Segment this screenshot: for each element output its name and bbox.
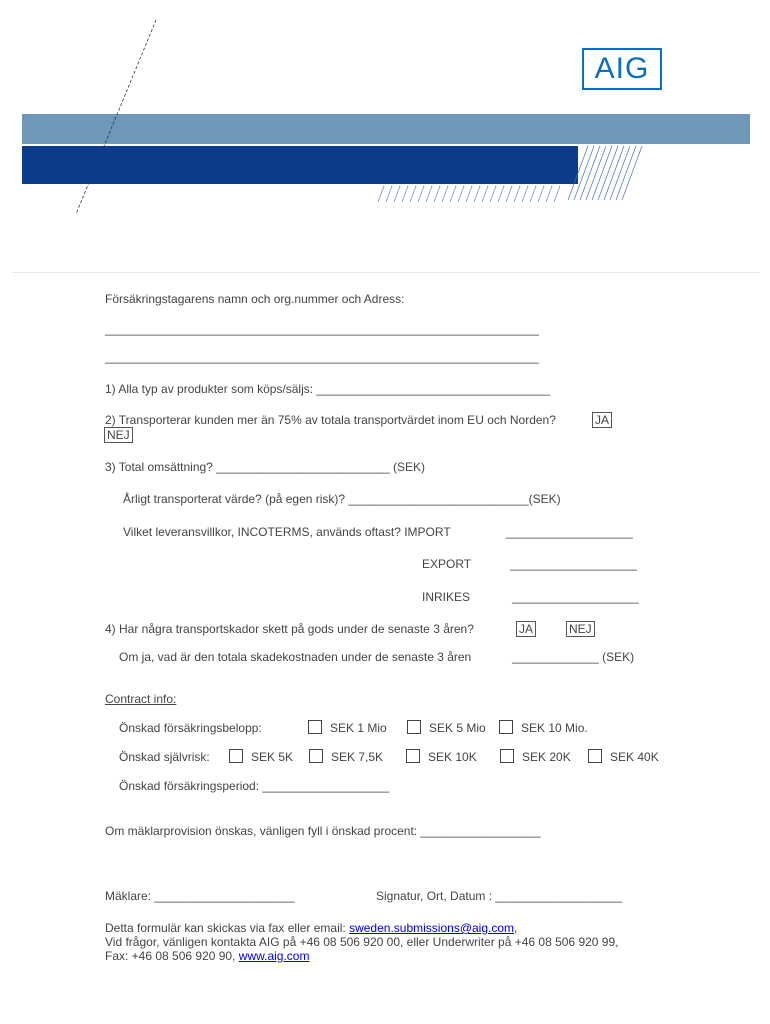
question-1: 1) Alla typ av produkter som köps/säljs: ___________________________________ [105,382,551,396]
deductible-40k-checkbox[interactable] [588,749,602,763]
amount-5mio-checkbox[interactable] [407,720,421,734]
q4-ja-option[interactable]: JA [516,621,536,637]
footer-line-3 [105,949,309,963]
footer-text: Fax: +46 08 506 920 90, [105,949,239,963]
footer-line-2: Vid frågor, vänligen kontakta AIG på +46 08 506 920 00, eller Underwriter på +46 08 506 920 99, [105,935,619,949]
question-2: 2) Transporterar kunden mer än 75% av totala transportvärdet inom EU och Norden? [105,413,556,427]
question-3a: Årligt transporterat värde? (på egen risk)? ___________________________(SEK) [123,492,561,506]
deductible-option-label: SEK 5K [251,750,294,764]
broker-label: Mäklare: _____________________ [105,889,295,903]
deductible-option-label: SEK 10K [428,750,477,764]
broker-commission-label: Om mäklarprovision önskas, vänligen fyll i önskad procent: __________________ [105,824,541,838]
footer-line-1 [105,921,517,935]
blank-line: _________________________________________________________________ [105,322,539,336]
email-link[interactable]: sweden.submissions@aig.com [349,921,515,935]
deductible-10k-checkbox[interactable] [406,749,420,763]
q4-nej-option[interactable]: NEJ [566,621,595,637]
insurance-amount-label: Önskad försäkringsbelopp: [119,721,262,735]
deductible-7-5k-checkbox[interactable] [309,749,323,763]
damage-cost-line: _____________ (SEK) [512,650,635,664]
header-decoration [0,0,770,272]
question-4a: Om ja, vad är den totala skadekostnaden under de senaste 3 åren [119,650,472,664]
deductible-20k-checkbox[interactable] [500,749,514,763]
deductible-5k-checkbox[interactable] [229,749,243,763]
export-line: ___________________ [510,557,637,571]
aig-logo: AIG [582,48,662,90]
amount-10mio-checkbox[interactable] [499,720,513,734]
footer-text: , [514,921,518,935]
signature-label: Signatur, Ort, Datum : ___________________ [376,889,623,903]
inrikes-line: ___________________ [512,590,639,604]
website-link[interactable]: www.aig.com [238,949,310,963]
footer-text: Detta formulär kan skickas via fax eller email: [105,921,350,935]
amount-option-label: SEK 10 Mio. [521,721,588,735]
amount-option-label: SEK 1 Mio [330,721,387,735]
deductible-option-label: SEK 20K [522,750,571,764]
amount-1mio-checkbox[interactable] [308,720,322,734]
insurance-period-label: Önskad försäkringsperiod: ___________________ [119,779,390,793]
policyholder-label: Försäkringstagarens namn och org.nummer och Adress: [105,292,405,306]
q2-nej-option[interactable]: NEJ [104,427,133,443]
blank-line: _________________________________________________________________ [105,350,539,364]
question-4: 4) Har några transportskador skett på gods under de senaste 3 åren? [105,622,474,636]
export-label: EXPORT [422,557,472,571]
import-line: ___________________ [506,525,633,539]
contract-info-heading: Contract info: [105,692,177,706]
deductible-option-label: SEK 7,5K [331,750,384,764]
deductible-label: Önskad självrisk: [119,750,210,764]
q2-ja-option[interactable]: JA [592,412,612,428]
question-3b: Vilket leveransvillkor, INCOTERMS, används oftast? IMPORT [123,525,451,539]
inrikes-label: INRIKES [422,590,471,604]
question-3: 3) Total omsättning? __________________________ (SEK) [105,460,426,474]
amount-option-label: SEK 5 Mio [429,721,486,735]
deductible-option-label: SEK 40K [610,750,659,764]
